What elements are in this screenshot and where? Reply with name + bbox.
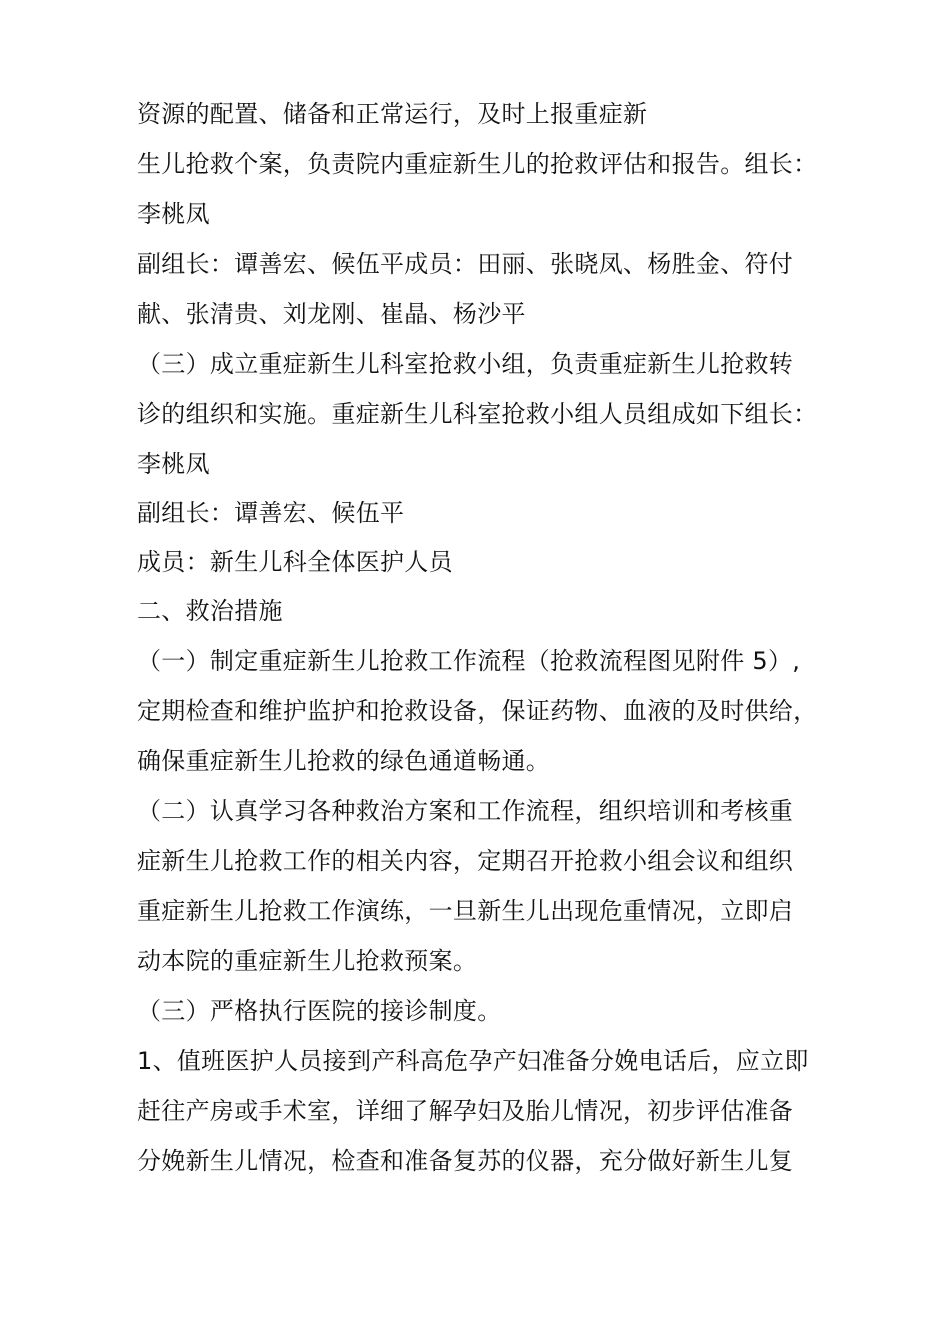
text-line: 副组长：谭善宏、候伍平成员：田丽、张晓凤、杨胜金、符付 [137, 250, 794, 278]
text-line: 分娩新生儿情况，检查和准备复苏的仪器，充分做好新生儿复 [137, 1147, 794, 1175]
text-line: 献、张清贵、刘龙刚、崔晶、杨沙平 [137, 300, 526, 328]
text-line: 1、值班医护人员接到产科高危孕产妇准备分娩电话后，应立即 [137, 1047, 809, 1075]
text-line: 李桃凤 [137, 450, 210, 478]
text-line: （一）制定重症新生儿抢救工作流程（抢救流程图见附件 5）, [137, 647, 801, 675]
text-line: 李桃凤 [137, 200, 210, 228]
text-line: 成员：新生儿科全体医护人员 [137, 548, 453, 576]
text-line: 确保重症新生儿抢救的绿色通道畅通。 [137, 747, 551, 775]
text-line: （三）严格执行医院的接诊制度。 [137, 997, 502, 1025]
section-heading: 二、救治措施 [137, 597, 283, 625]
text-line: 诊的组织和实施。重症新生儿科室抢救小组人员组成如下组长： [137, 400, 818, 428]
text-line: 副组长：谭善宏、候伍平 [137, 499, 405, 527]
text-line: 动本院的重症新生儿抢救预案。 [137, 947, 478, 975]
text-line: 重症新生儿抢救工作演练，一旦新生儿出现危重情况，立即启 [137, 897, 794, 925]
text-line: 症新生儿抢救工作的相关内容，定期召开抢救小组会议和组织 [137, 847, 794, 875]
text-line: 赶往产房或手术室，详细了解孕妇及胎儿情况，初步评估准备 [137, 1097, 794, 1125]
text-line: 资源的配置、储备和正常运行，及时上报重症新 [137, 100, 648, 128]
text-line: （三）成立重症新生儿科室抢救小组，负责重症新生儿抢救转 [137, 350, 794, 378]
text-line: 生儿抢救个案，负责院内重症新生儿的抢救评估和报告。组长： [137, 150, 818, 178]
text-line: （二）认真学习各种救治方案和工作流程，组织培训和考核重 [137, 797, 794, 825]
text-line: 定期检查和维护监护和抢救设备，保证药物、血液的及时供给， [137, 697, 818, 725]
